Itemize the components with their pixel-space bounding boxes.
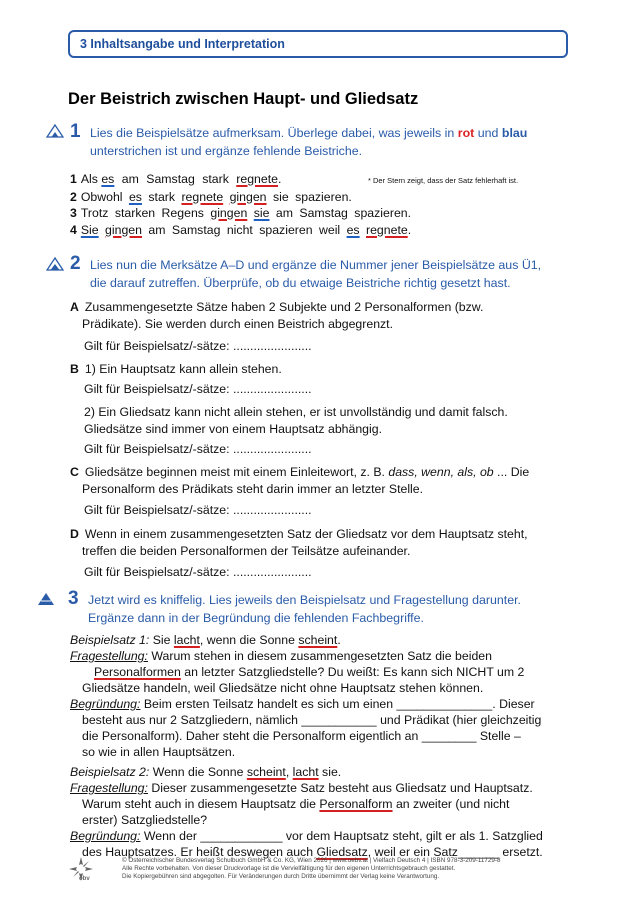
difficulty-triangle-icon (46, 124, 64, 138)
answer-line-b2[interactable]: Gilt für Beispielsatz/-sätze: ....................... (84, 442, 312, 456)
example-sentence-1: 1 Als es am Samstag stark regnete. (70, 172, 282, 186)
task-number: 1 (70, 121, 81, 142)
task2-instruction: Lies nun die Merksätze A–D und ergänze die Nummer jener Beispielsätze aus Ü1, die darauf zutreffen. Überprüfe, ob du etwaige Beistriche richtig gesetzt hast. (90, 258, 542, 290)
logo-text: öbv (79, 876, 90, 882)
task3-instruction: Jetzt wird es kniffelig. Lies jeweils den Beispielsatz und Fragestellung darunter. Ergänze dann in der Begründung die fehlenden Fachbegriffe. (88, 593, 521, 625)
answer-line-d[interactable]: Gilt für Beispielsatz/-sätze: ....................... (84, 565, 312, 579)
rule-a: A Zusammengesetzte Sätze haben 2 Subjekte und 2 Personalformen (bzw. Prädikate). Sie werden durch einen Beistrich abgegrenzt. (70, 300, 484, 331)
rule-d: D Wenn in einem zusammengesetzten Satz der Gliedsatz vor dem Hauptsatz steht, treffen die beiden Personalformen der Teilsätze aufeinander. (70, 527, 528, 558)
answer-line-c[interactable]: Gilt für Beispielsatz/-sätze: ....................... (84, 503, 312, 517)
chapter-header-label: 3 Inhaltsangabe und Interpretation (80, 37, 285, 51)
example-sentence-2: 2 Obwohl es stark regnete gingen sie spazieren. (70, 190, 352, 204)
fragestellung-1: Fragestellung: Warum stehen in diesem zusammengesetzten Satz die beiden Personalformen an letzter Satzgliedstelle? Du weißt: Es kann sich NICHT um 2 Gliedsätze handeln, weil Gliedsätze nicht ohne Hauptsatz stehen können. (70, 649, 525, 695)
difficulty-triangle-icon (46, 257, 64, 271)
rule-b: B 1) Ein Hauptsatz kann allein stehen. (70, 362, 282, 376)
example-sentence-3: 3 Trotz starken Regens gingen sie am Samstag spazieren. (70, 206, 412, 220)
begruendung-2: Begründung: Wenn der ____________ vor dem Hauptsatz steht, gilt er als 1. Satzglied des Hauptsatzes. Er heißt deswegen auch Gliedsatz, weil er ein Satz______ ersetzt. (70, 829, 543, 859)
page-title: Der Beistrich zwischen Haupt- und Gliedsatz (68, 90, 419, 108)
rule-c: C Gliedsätze beginnen meist mit einem Einleitewort, z. B. dass, wenn, als, ob ... Die Personalform des Prädikats steht darin immer an letzter Stelle. (70, 465, 530, 496)
task-number: 2 (70, 253, 81, 274)
footer-copyright: © Österreichischer Bundesverlag Schulbuch GmbH & Co. KG, Wien 2026 | www.oebv.at | Vielfach Deutsch 4 | ISBN 978-3-209-11729-8 Alle Rechte vorbehalten. Von dieser Druckvorlage ist die Vervielfältigung für den eigenen Unterrichtsgebrauch gestattet. Die Kopiergebühren sind abgegolten. Für Veränderungen durch Dritte übernimmt der Verlag keine Verantwortung. (122, 857, 501, 880)
task-number: 3 (68, 588, 79, 609)
answer-line-b1[interactable]: Gilt für Beispielsatz/-sätze: ....................... (84, 382, 312, 396)
task1-instruction: Lies die Beispielsätze aufmerksam. Überlege dabei, was jeweils in rot und blau unterstrichen ist und ergänze fehlende Beistriche. (90, 126, 528, 158)
beispielsatz-2: Beispielsatz 2: Wenn die Sonne scheint, lacht sie. (70, 765, 342, 779)
publisher-logo-icon (68, 856, 94, 882)
chapter-header (68, 30, 568, 58)
begruendung-1: Begründung: Beim ersten Teilsatz handelt es sich um einen ______________. Dieser besteht aus nur 2 Satzgliedern, nämlich ___________ und Prädikat (hier gleichzeitig die Personalform). Daher steht die Personalform eigentlich an ________ Stelle – so wie in allen Hauptsätzen. (70, 697, 542, 759)
difficulty-triangle-icon (37, 592, 55, 606)
example-sentence-4: 4 Sie gingen am Samstag nicht spazieren weil es regnete. (70, 223, 412, 237)
rule-b2: 2) Ein Gliedsatz kann nicht allein stehen, er ist unvollständig und damit falsch. Gliedsätze sind immer von einem Hauptsatz abhängig. (84, 405, 508, 436)
beispielsatz-1: Beispielsatz 1: Sie lacht, wenn die Sonne scheint. (70, 633, 341, 647)
star-note: * Der Stern zeigt, dass der Satz fehlerhaft ist. (368, 176, 519, 185)
fragestellung-2: Fragestellung: Dieser zusammengesetzte Satz besteht aus Gliedsatz und Hauptsatz. Warum steht auch in diesem Hauptsatz die Personalform an zweiter (und nicht erster) Satzgliedstelle? (70, 781, 533, 827)
answer-line-a[interactable]: Gilt für Beispielsatz/-sätze: ....................... (84, 339, 312, 353)
